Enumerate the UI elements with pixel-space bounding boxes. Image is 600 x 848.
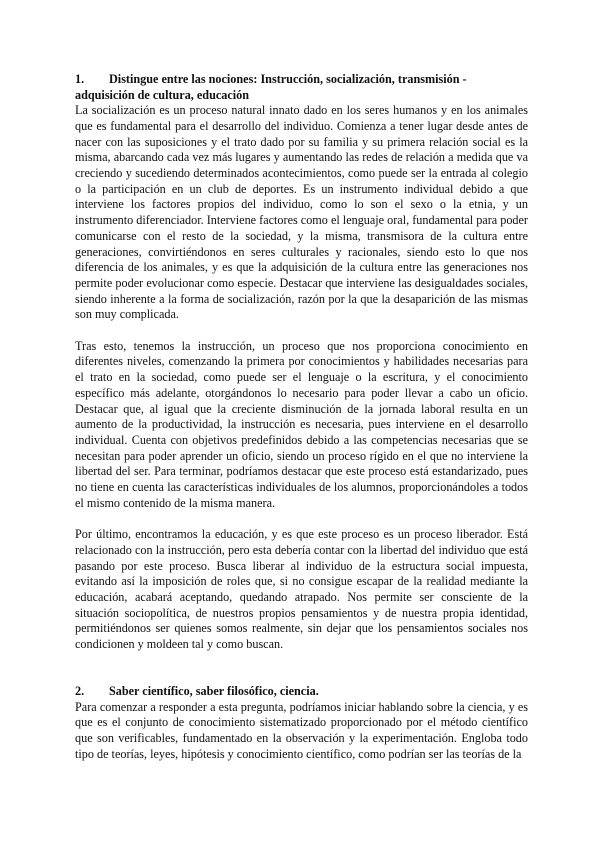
section-1-paragraph-3: Por último, encontramos la educación, y es que este proceso es un proceso liberador. Está relacionado con la instrucción, pero esta debería contar con la libertad del individuo que está pasando por este proceso. Busca liberar al individuo de la estructura social impuesta, evitando así la imposición de roles que, si no consigue escapar de la realidad mediante la educación, acabará aceptando, quedando atrapado. Nos permite ser consciente de la situación sociopolítica, de nuestros propios pensamientos y de nuestra propia identidad, permitiéndonos ser quienes somos realmente, sin dejar que los pensamientos sociales nos condicionen y moldeen tal y como buscan.	[75, 527, 528, 652]
section-1-paragraph-1: La socialización es un proceso natural innato dado en los seres humanos y en los animales que es fundamental para el desarrollo del individuo. Comienza a tener lugar desde antes de nacer con las suposiciones y el trato dado por su familia y su primera relación social es la misma, abarcando cada vez más lugares y aumentando las redes de relación a medida que va creciendo y sucediendo determinados acontecimientos, como puede ser la entrada al colegio o la participación en un club de deportes. Es un instrumento individual debido a que interviene los factores propios del individuo, como lo son el sexo o la etnia, y un instrumento diferenciador. Interviene factores como el lenguaje oral, fundamental para poder comunicarse con el resto de la sociedad, y la misma, transmisora de la cultura entre generaciones, convirtiéndonos en seres culturales y racionales, siendo esto lo que nos diferencia de los animales, y es que la adquisición de la cultura entre las generaciones nos permite poder evolucionar como especie. Destacar que interviene las desigualdades sociales, siendo inherente a la forma de socialización, razón por la que la desaparición de las mismas son muy complicada.	[75, 103, 528, 322]
section-1-paragraph-2: Tras esto, tenemos la instrucción, un proceso que nos proporciona conocimiento en diferentes niveles, comenzando la primera por conocimientos y habilidades necesarias para el trato en la sociedad, como puede ser el lenguaje o la escritura, y el conocimiento específico más adelante, otorgándonos lo necesario para poder llevar a cabo un oficio. Destacar que, al igual que la creciente disminución de la jornada laboral resulta en un aumento de la productividad, la instrucción es necesaria, pues interviene en el desarrollo individual. Cuenta con objetivos predefinidos debido a las competencias necesarias que se necesitan para poder aprender un oficio, siendo un proceso rígido en el que no interviene la libertad del ser. Para terminar, podríamos destacar que este proceso está estandarizado, pues no tiene en cuenta las características individuales de los alumnos, proporcionándoles a todos el mismo contenido de la misma manera.	[75, 338, 528, 510]
document-body	[75, 72, 528, 763]
section-2-title: Saber científico, saber filosófico, ciencia.	[109, 684, 319, 699]
section-2-paragraph-1: Para comenzar a responder a esta pregunta, podríamos iniciar hablando sobre la ciencia, y es que es el conjunto de conocimiento sistematizado proporcionado por el método científico que son verificables, fundamentado en la observación y la experimentación. Engloba todo tipo de teorías, leyes, hipótesis y conocimiento científico, como podrían ser las teorías de la	[75, 699, 528, 761]
section-1-number: 1.	[75, 72, 85, 86]
section-1-heading	[75, 72, 528, 103]
section-spacer	[75, 653, 528, 684]
paragraph-spacer	[75, 511, 528, 527]
section-2-number: 2.	[75, 684, 85, 699]
section-1-title: Distingue entre las nociones: Instrucción, socialización, transmisión - adquisición de cultura, educación	[75, 72, 467, 102]
paragraph-spacer	[75, 323, 528, 339]
section-2-heading	[75, 684, 528, 700]
